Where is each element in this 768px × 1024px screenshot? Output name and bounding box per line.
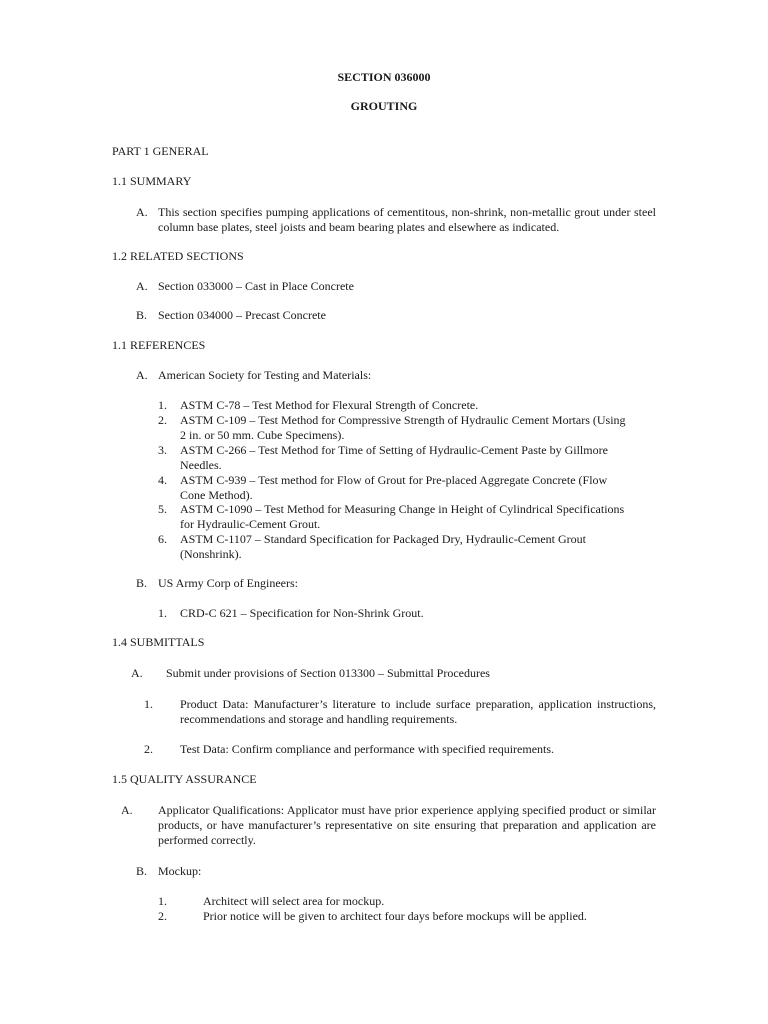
submittals-item-1-text: Product Data: Manufacturer’s literature to include surface preparation, application instructions, recommendations and storage and handling requirements. <box>180 697 656 726</box>
mockup-item-2-label: 2. <box>158 909 167 923</box>
mockup-item-2-text: Prior notice will be given to architect four days before mockups will be applied. <box>203 909 587 923</box>
army-text: US Army Corp of Engineers: <box>158 576 298 590</box>
section-number: SECTION 036000 <box>337 70 431 84</box>
army-label: B. <box>136 576 148 590</box>
mockup-item-1-text: Architect will select area for mockup. <box>203 894 385 908</box>
astm-item-1-text: ASTM C-78 – Test Method for Flexural Strength of Concrete. <box>180 398 479 412</box>
summary-a-text: This section specifies pumping applications of cementitous, non-shrink, non-metallic grout under steel column base plates, steel joists and beam bearing plates and elsewhere as indicated. <box>158 205 656 234</box>
astm-item-5-text: ASTM C-1090 – Test Method for Measuring Change in Height of Cylindrical Specifications <box>180 502 625 516</box>
astm-item-4-label: 4. <box>158 473 167 487</box>
section-title: GROUTING <box>350 99 418 113</box>
related-b-label: B. <box>136 308 148 322</box>
quality-heading: 1.5 QUALITY ASSURANCE <box>112 772 257 786</box>
astm-item-3-text: ASTM C-266 – Test Method for Time of Setting of Hydraulic-Cement Paste by Gillmore <box>180 443 608 457</box>
submittals-item-2-label: 2. <box>144 742 153 756</box>
submittals-item-1-label: 1. <box>144 697 153 711</box>
submittals-a-label: A. <box>131 666 143 680</box>
army-item-1-text: CRD-C 621 – Specification for Non-Shrink Grout. <box>180 606 424 620</box>
astm-item-2-label: 2. <box>158 413 167 427</box>
part-heading: PART 1 GENERAL <box>112 144 209 158</box>
astm-text: American Society for Testing and Materials: <box>158 368 372 382</box>
related-sections-heading: 1.2 RELATED SECTIONS <box>112 249 244 263</box>
astm-item-6-label: 6. <box>158 532 167 546</box>
astm-item-6-text: ASTM C-1107 – Standard Specification for Packaged Dry, Hydraulic-Cement Grout <box>180 532 587 546</box>
submittals-heading: 1.4 SUBMITTALS <box>112 635 205 649</box>
submittals-a-text: Submit under provisions of Section 013300 – Submittal Procedures <box>166 666 490 680</box>
related-a-label: A. <box>136 279 148 293</box>
mockup-text: Mockup: <box>158 864 202 878</box>
astm-item-1-label: 1. <box>158 398 167 412</box>
references-heading: 1.1 REFERENCES <box>112 338 206 352</box>
summary-a-label: A. <box>136 205 148 219</box>
astm-item-2-text: ASTM C-109 – Test Method for Compressive Strength of Hydraulic Cement Mortars (Using <box>180 413 626 427</box>
related-a-text: Section 033000 – Cast in Place Concrete <box>158 279 354 293</box>
astm-item-5-label: 5. <box>158 502 167 516</box>
astm-item-4-text-cont: Cone Method). <box>180 488 253 502</box>
astm-item-3-text-cont: Needles. <box>180 458 222 472</box>
submittals-item-2-text: Test Data: Confirm compliance and performance with specified requirements. <box>180 742 555 756</box>
mockup-item-1-label: 1. <box>158 894 167 908</box>
astm-item-5-text-cont: for Hydraulic-Cement Grout. <box>180 517 321 531</box>
astm-item-4-text: ASTM C-939 – Test method for Flow of Grout for Pre-placed Aggregate Concrete (Flow <box>180 473 608 487</box>
army-item-1-label: 1. <box>158 606 167 620</box>
astm-item-2-text-cont: 2 in. or 50 mm. Cube Specimens). <box>180 428 345 442</box>
quality-a-text: Applicator Qualifications: Applicator must have prior experience applying specified product or similar products, or have manufacturer’s representative on site ensuring that preparation and application are performed correctly. <box>158 803 656 847</box>
astm-item-6-text-cont: (Nonshrink). <box>180 547 242 561</box>
summary-heading: 1.1 SUMMARY <box>112 174 192 188</box>
mockup-label: B. <box>136 864 148 878</box>
quality-a-label: A. <box>121 803 133 817</box>
related-b-text: Section 034000 – Precast Concrete <box>158 308 326 322</box>
astm-label: A. <box>136 368 148 382</box>
astm-item-3-label: 3. <box>158 443 167 457</box>
